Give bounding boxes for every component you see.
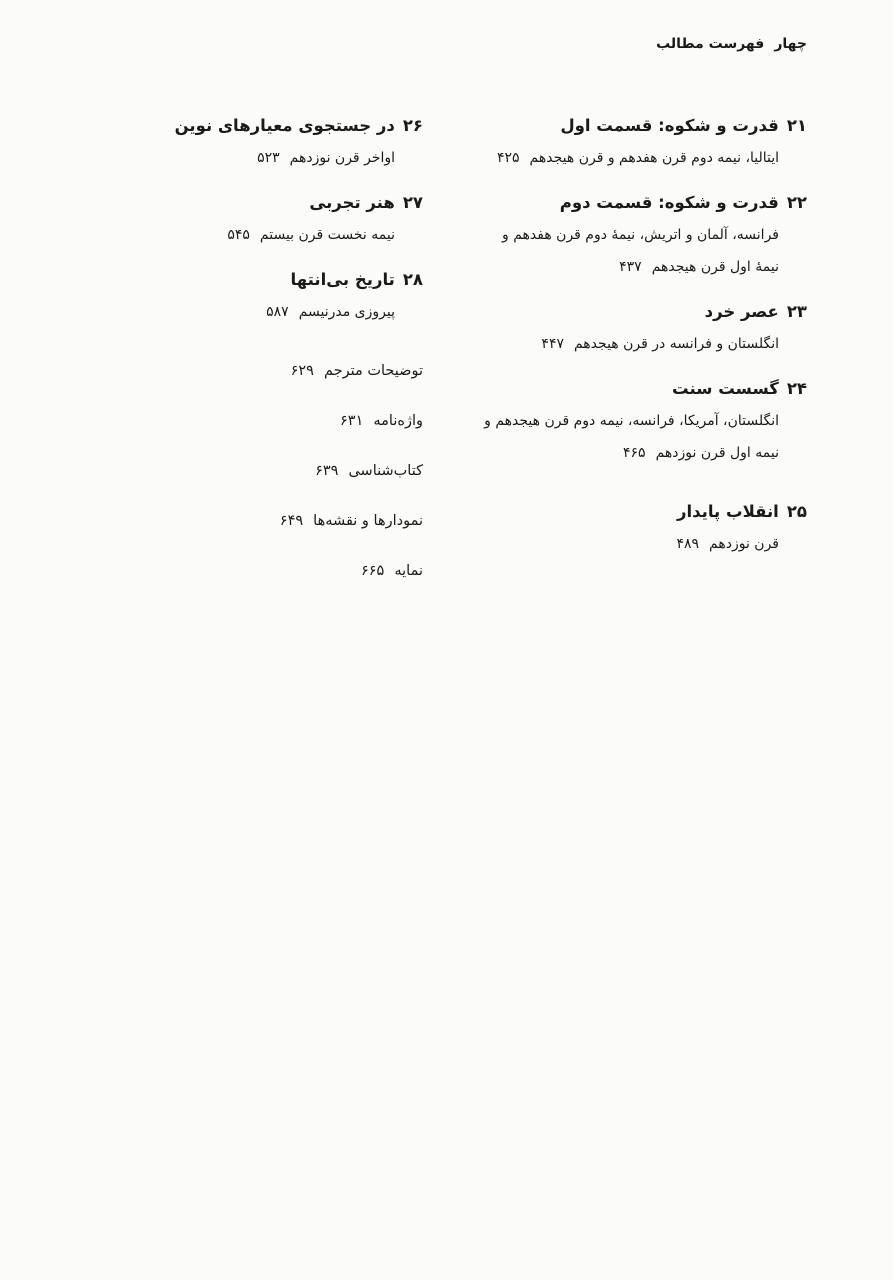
chapter-subtitle: اواخر قرن نوزدهم۵۲۳ — [257, 150, 395, 166]
chapter-subtitle: انگلستان، آمریکا، فرانسه، نیمه دوم قرن هیجدهم و — [484, 413, 779, 429]
toc-entry — [467, 296, 807, 360]
page-number: ۴۸۹ — [676, 536, 700, 552]
chapter-number: ۲۴ — [786, 379, 807, 398]
chapter-title: ۲۷هنر تجربی — [153, 187, 423, 219]
header-title: فهرست مطالب — [656, 36, 765, 52]
chapter-subtitle: پیروزی مدرنیسم۵۸۷ — [266, 304, 395, 320]
chapter-number: ۲۷ — [402, 193, 423, 212]
page-number: ۴۳۷ — [619, 259, 642, 275]
chapter-title: ۲۶در جستجوی معیارهای نوین — [153, 110, 423, 142]
chapter-subtitle: فرانسه، آلمان و اتریش، نیمهٔ دوم قرن هفدهم و — [501, 227, 779, 243]
toc-entry — [467, 496, 807, 560]
page-number: ۵۸۷ — [266, 304, 289, 320]
toc-entry — [467, 187, 807, 283]
chapter-number: ۲۶ — [402, 116, 423, 135]
page-number: ۶۴۹ — [279, 513, 304, 529]
chapter-title: ۲۵انقلاب پایدار — [467, 496, 807, 528]
back-matter-item: نمایه۶۶۵ — [360, 563, 423, 579]
chapter-number: ۲۵ — [786, 502, 807, 521]
chapter-number: ۲۸ — [402, 270, 423, 289]
chapter-number: ۲۱ — [786, 116, 807, 135]
page-number: ۴۶۵ — [623, 445, 646, 461]
toc-entry — [467, 110, 807, 174]
chapter-title: ۲۱قدرت و شکوه: قسمت اول — [467, 110, 807, 142]
chapter-title: ۲۴گسست سنت — [467, 373, 807, 405]
toc-entry — [467, 373, 807, 469]
toc-column-left — [153, 110, 423, 605]
chapter-subtitle: نیمه نخست قرن بیستم۵۴۵ — [227, 227, 395, 243]
chapter-subtitle: قرن نوزدهم۴۸۹ — [676, 536, 779, 552]
toc-entry — [153, 110, 423, 174]
chapter-subtitle: نیمهٔ اول قرن هیجدهم۴۳۷ — [619, 259, 779, 275]
chapter-title: ۲۸تاریخ بی‌انتها — [153, 264, 423, 296]
page-number: ۵۲۳ — [257, 150, 280, 166]
chapter-title: ۲۳عصر خرد — [467, 296, 807, 328]
page-number: ۴۴۷ — [541, 336, 564, 352]
chapter-subtitle: نیمه اول قرن نوزدهم۴۶۵ — [623, 445, 779, 461]
page-label: چهار — [774, 36, 807, 52]
chapter-subtitle: انگلستان و فرانسه در قرن هیجدهم۴۴۷ — [541, 336, 779, 352]
page-number: ۶۲۹ — [290, 363, 314, 379]
page-number: ۶۶۵ — [360, 563, 385, 579]
page-number: ۴۲۵ — [496, 150, 520, 166]
page-number: ۵۴۵ — [227, 227, 250, 243]
toc-entry — [153, 187, 423, 251]
chapter-number: ۲۲ — [786, 193, 807, 212]
chapter-number: ۲۳ — [786, 302, 807, 321]
toc-entry — [153, 264, 423, 328]
back-matter-item: واژه‌نامه۶۳۱ — [340, 413, 423, 429]
chapter-subtitle: ایتالیا، نیمه دوم قرن هفدهم و قرن هیجدهم۴۲۵ — [496, 150, 779, 166]
page-number: ۶۳۹ — [315, 463, 339, 479]
back-matter-item: نمودارها و نقشه‌ها۶۴۹ — [279, 513, 423, 529]
page-header — [656, 36, 807, 52]
page-number: ۶۳۱ — [340, 413, 364, 429]
chapter-title: ۲۲قدرت و شکوه: قسمت دوم — [467, 187, 807, 219]
back-matter-item: کتاب‌شناسی۶۳۹ — [315, 463, 423, 479]
toc-column-right — [467, 110, 807, 573]
back-matter-item: توضیحات مترجم۶۲۹ — [290, 363, 423, 379]
